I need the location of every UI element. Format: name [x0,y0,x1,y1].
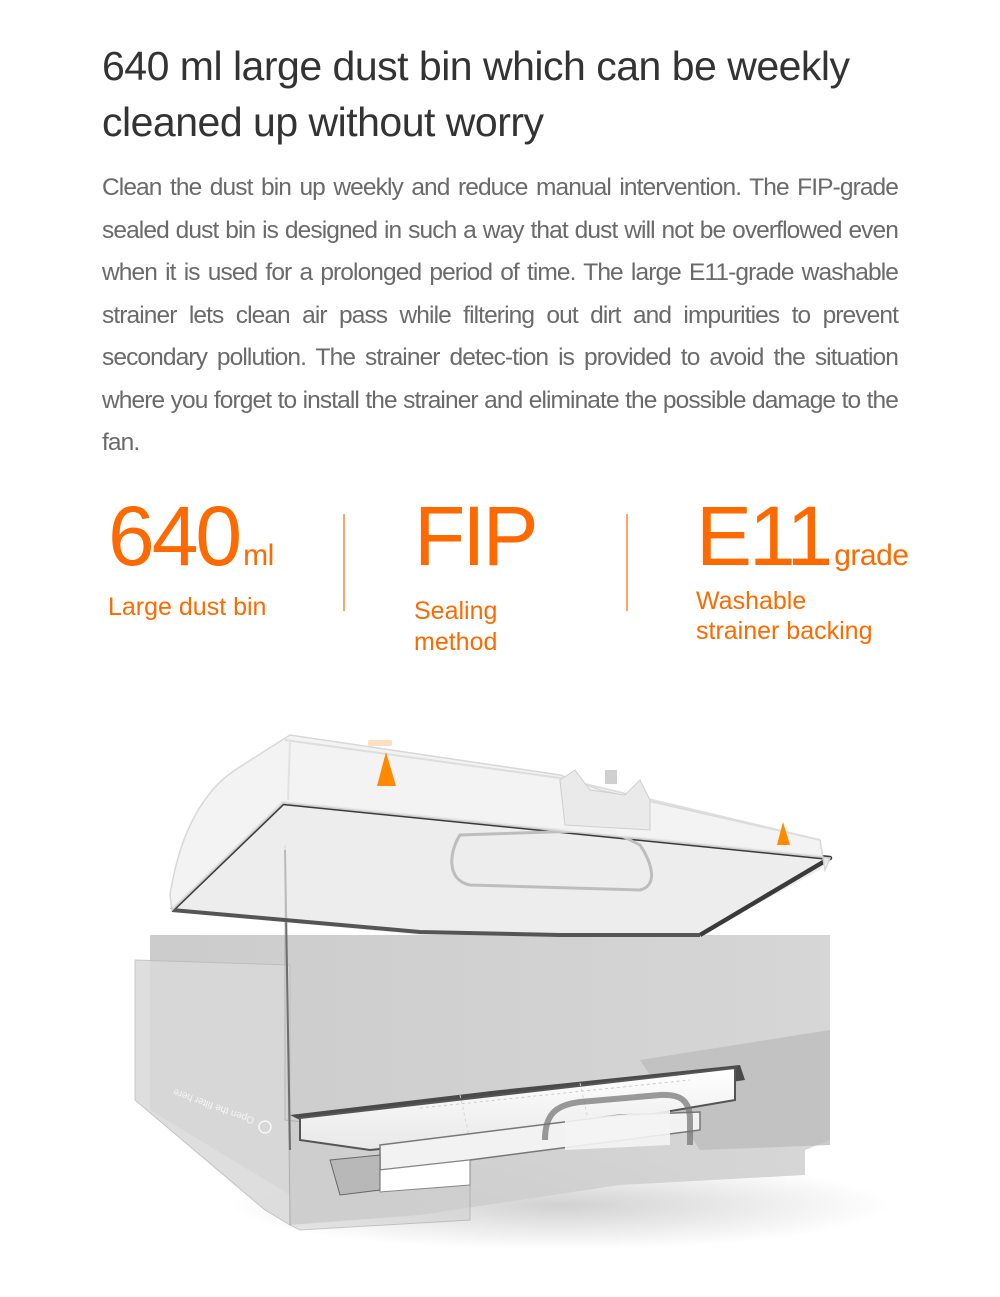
stat-divider [626,514,628,611]
stat-sealing-number: FIP [414,489,536,583]
dust-bin-illustration [0,680,1000,1292]
stat-strainer-label-line2: strainer backing [696,617,873,645]
stat-divider [343,514,345,611]
stat-strainer-unit: grade [834,539,909,572]
stat-strainer-value [696,489,909,583]
stat-sealing-label-line2: method [414,628,498,656]
stat-capacity-value [108,489,274,583]
stat-strainer [696,489,909,646]
stat-sealing-label [414,596,536,658]
stat-capacity-label: Large dust bin [108,593,267,621]
stat-sealing-value [414,489,536,583]
stat-capacity-number: 640 [108,489,240,583]
stat-strainer-label-line1: Washable [696,587,807,615]
embossed-label: Open the filter here [171,1085,257,1126]
stat-sealing [414,489,536,658]
product-description: Clean the dust bin up weekly and reduce manual intervention. The FIP-grade sealed dust bin is designed in such a way that dust will not be overflowed even when it is used for a prolonged period of time. The large E11-grade washable strainer lets clean air pass while filtering out dirt and impurities to prevent secondary pollution. The strainer detec-tion is provided to avoid the situation where you forget to install the strainer and eliminate the possible damage to the fan. [102,174,898,456]
stat-sealing-label-line1: Sealing [414,597,498,625]
stat-strainer-label [696,586,908,646]
product-image [0,680,1000,1292]
stat-capacity [108,489,274,623]
stat-capacity-unit: ml [243,539,274,572]
page-title: 640 ml large dust bin which can be weekly cleaned up without worry [102,43,850,145]
stat-strainer-number: E11 [696,489,831,583]
